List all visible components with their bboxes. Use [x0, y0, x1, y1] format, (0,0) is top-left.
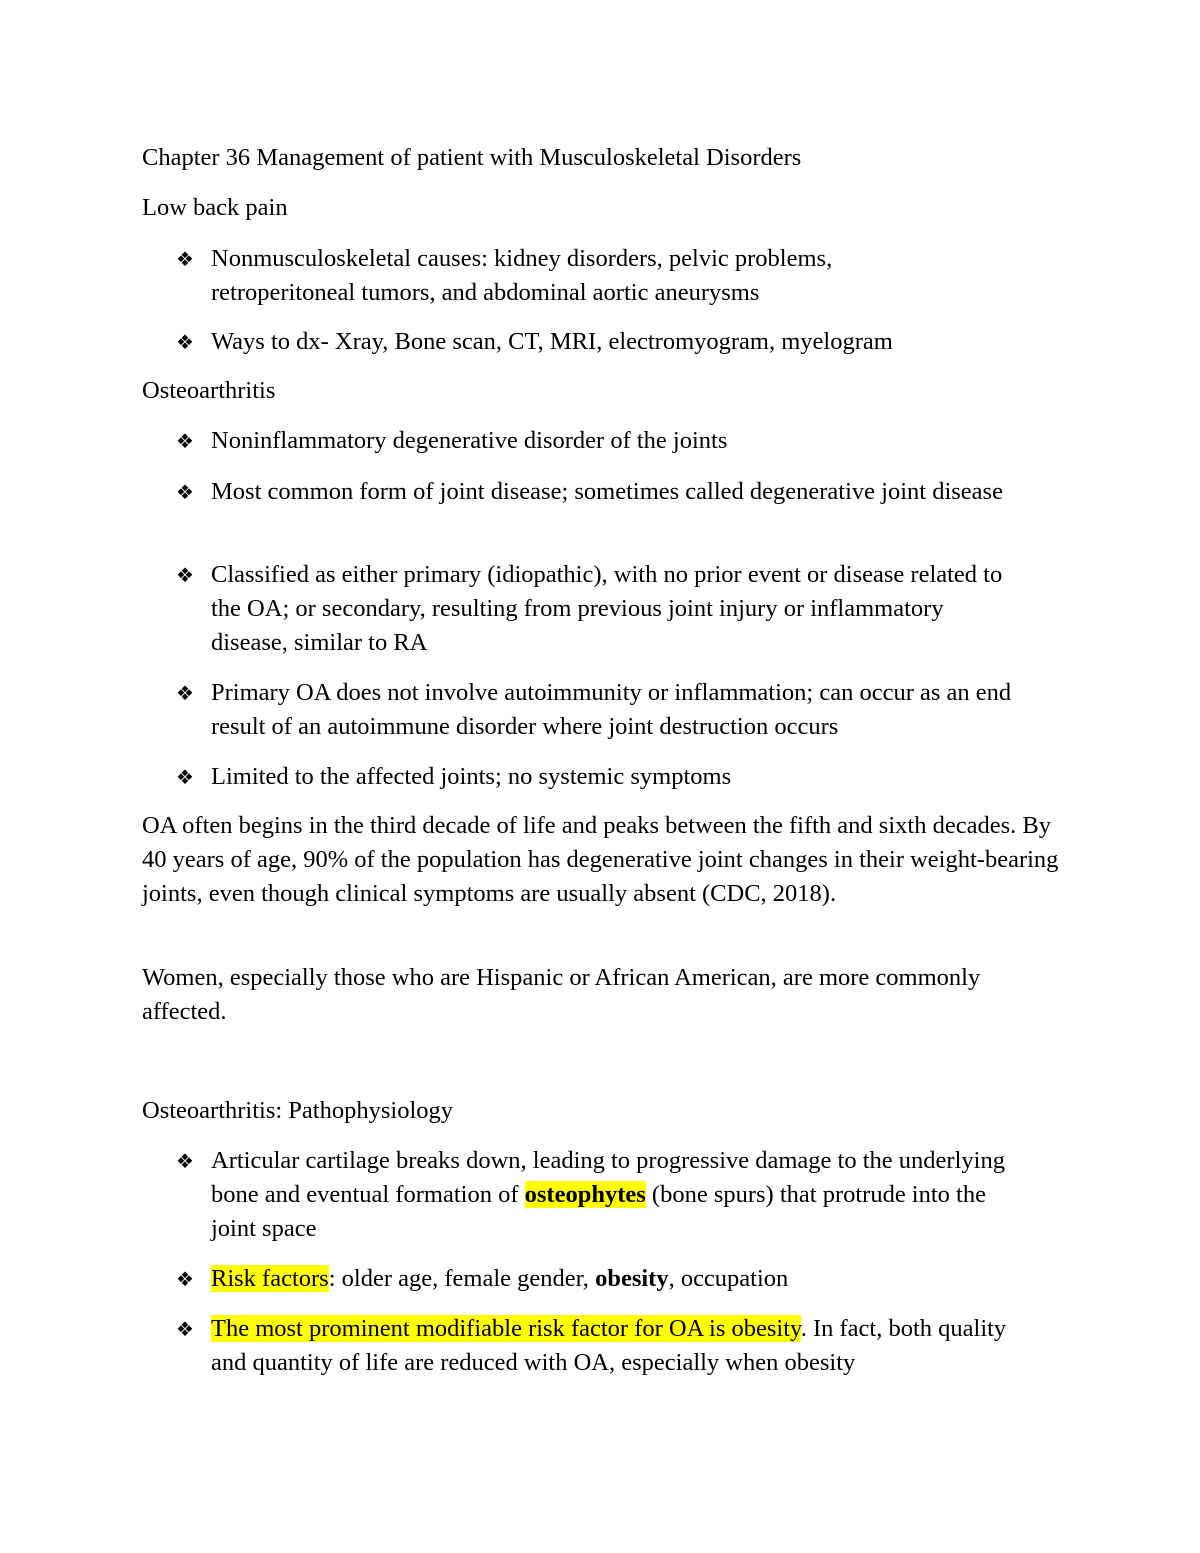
- list-item-text: [211, 1144, 1026, 1246]
- paragraph-demographics: Women, especially those who are Hispanic or African American, are more commonly affected.: [142, 964, 981, 1025]
- document-title: Chapter 36 Management of patient with Musculoskeletal Disorders: [142, 144, 802, 171]
- list-item-text: [211, 1312, 1026, 1380]
- list-item-text: Nonmusculoskeletal causes: kidney disorders, pelvic problems, retroperitoneal tumors, and abdominal aortic aneurysms: [211, 245, 833, 306]
- list-item: [176, 325, 1046, 359]
- section-heading-low-back-pain: Low back pain: [142, 194, 288, 221]
- diamond-bullet-icon: ❖: [176, 480, 194, 504]
- list-item-text: Ways to dx- Xray, Bone scan, CT, MRI, electromyogram, myelogram: [211, 328, 893, 355]
- list-item: [176, 760, 1046, 794]
- section-heading-osteoarthritis: Osteoarthritis: [142, 377, 276, 404]
- list-item-text: Noninflammatory degenerative disorder of the joints: [211, 427, 728, 454]
- section-heading-pathophysiology: Osteoarthritis: Pathophysiology: [142, 1097, 453, 1124]
- list-item: [176, 1312, 1026, 1380]
- list-item: [176, 676, 1056, 744]
- diamond-bullet-icon: ❖: [176, 330, 194, 354]
- list-item-text: Limited to the affected joints; no systemic symptoms: [211, 763, 732, 790]
- text-run: : older age, female gender,: [328, 1265, 596, 1292]
- list-item-text: Classified as either primary (idiopathic), with no prior event or disease related to the OA; or secondary, resulting from previous joint injury or inflammatory disease, similar to RA: [211, 561, 1003, 656]
- diamond-bullet-icon: ❖: [176, 1267, 194, 1291]
- list-item: [176, 424, 1046, 458]
- diamond-bullet-icon: ❖: [176, 563, 194, 587]
- text-run: . In fact, both quality and quantity of life are reduced with OA, especially when obesity: [211, 1315, 1007, 1376]
- bold-term-obesity: obesity: [595, 1265, 669, 1292]
- diamond-bullet-icon: ❖: [176, 1149, 194, 1173]
- list-item-text: Primary OA does not involve autoimmunity or inflammation; can occur as an end result of an autoimmune disorder where joint destruction occurs: [211, 679, 1012, 740]
- highlighted-sentence: The most prominent modifiable risk factor for OA is obesity: [211, 1315, 801, 1342]
- text-run: (bone spurs) that protrude into the joint space: [211, 1181, 986, 1242]
- list-item-text: Most common form of joint disease; sometimes called degenerative joint disease: [211, 478, 1003, 505]
- diamond-bullet-icon: ❖: [176, 681, 194, 705]
- diamond-bullet-icon: ❖: [176, 429, 194, 453]
- list-item-text: [211, 1262, 1046, 1296]
- diamond-bullet-icon: ❖: [176, 1317, 194, 1341]
- paragraph-prevalence: OA often begins in the third decade of life and peaks between the fifth and sixth decades. By 40 years of age, 90% of the population has degenerative joint changes in their weight-bearing joints, even though clinical symptoms are usually absent (CDC, 2018).: [142, 812, 1059, 907]
- list-item: [176, 558, 1006, 660]
- text-run: , occupation: [668, 1265, 789, 1292]
- diamond-bullet-icon: ❖: [176, 247, 194, 271]
- text-run: Articular cartilage breaks down, leading to progressive damage to the underlying bone and eventual formation of: [211, 1147, 1005, 1208]
- highlighted-term-risk-factors: Risk factors: [211, 1265, 329, 1292]
- highlighted-term-osteophytes: osteophytes: [524, 1181, 646, 1208]
- list-item: [176, 475, 1026, 509]
- list-item: [176, 242, 936, 310]
- diamond-bullet-icon: ❖: [176, 765, 194, 789]
- list-item: [176, 1262, 1046, 1296]
- list-item: [176, 1144, 1026, 1246]
